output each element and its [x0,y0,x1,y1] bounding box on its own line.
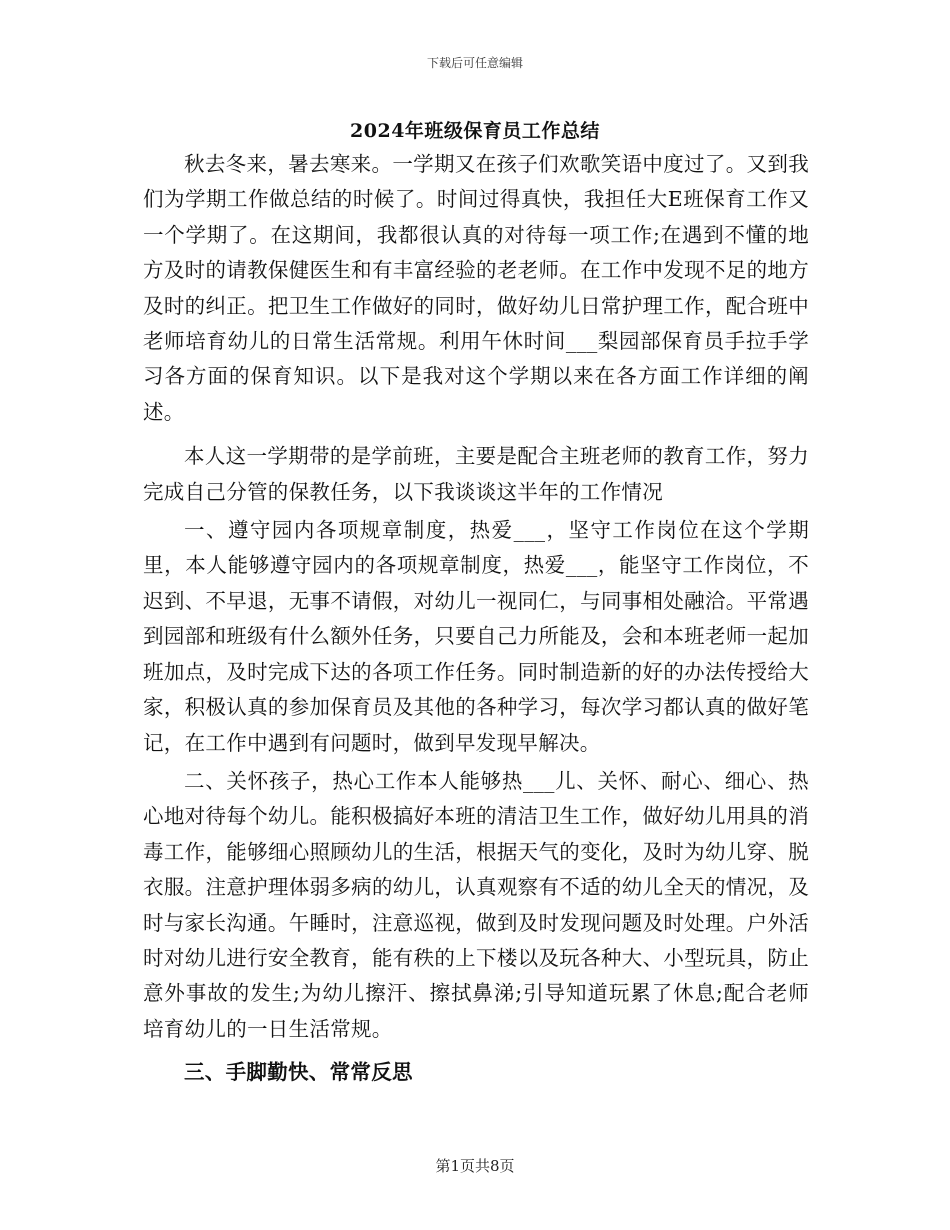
section-heading-three: 三、手脚勤快、常常反思 [184,1060,413,1085]
document-title: 2024年班级保育员工作总结 [350,120,600,142]
document-body [143,147,809,1091]
paragraph-section-one: 一、遵守园内各项规章制度，热爱___，坚守工作岗位在这个学期里，本人能够遵守园内的各项规章制度，热爱___，能坚守工作岗位，不迟到、不早退，无事不请假，对幼儿一视同仁，与同事相处融洽。平常遇到园部和班级有什么额外任务，只要自己力所能及，会和本班老师一起加班加点，及时完成下达的各项工作任务。同时制造新的好的办法传授给大家，积极认真的参加保育员及其他的各种学习，每次学习都认真的做好笔记，在工作中遇到有问题时，做到早发现早解决。 [143,518,809,755]
paragraph-overview: 本人这一学期带的是学前班，主要是配合主班老师的教育工作，努力完成自己分管的保教任务，以下我谈谈这半年的工作情况 [143,444,809,504]
paragraph-section-two: 二、关怀孩子，热心工作本人能够热___儿、关怀、耐心、细心、热心地对待每个幼儿。能积极搞好本班的清洁卫生工作，做好幼儿用具的消毒工作，能够细心照顾幼儿的生活，根据天气的变化，及时为幼儿穿、脱衣服。注意护理体弱多病的幼儿，认真观察有不适的幼儿全天的情况，及时与家长沟通。午睡时，注意巡视，做到及时发现问题及时处理。户外活时对幼儿进行安全教育，能有秩的上下楼以及玩各种大、小型玩具，防止意外事故的发生;为幼儿擦汗、擦拭鼻涕;引导知道玩累了休息;配合老师培育幼儿的一日生活常规。 [143,768,809,1041]
paragraph-intro: 秋去冬来，暑去寒来。一学期又在孩子们欢歌笑语中度过了。又到我们为学期工作做总结的时候了。时间过得真快，我担任大E班保育工作又一个学期了。在这期间，我都很认真的对待每一项工作;在遇到不懂的地方及时的请教保健医生和有丰富经验的老老师。在工作中发现不足的地方及时的纠正。把卫生工作做好的同时，做好幼儿日常护理工作，配合班中老师培育幼儿的日常生活常规。利用午休时间___梨园部保育员手拉手学习各方面的保育知识。以下是我对这个学期以来在各方面工作详细的阐述。 [143,152,809,424]
header-note: 下载后可任意编辑 [426,56,523,70]
page-footer: 第1页共8页 [435,1157,515,1175]
